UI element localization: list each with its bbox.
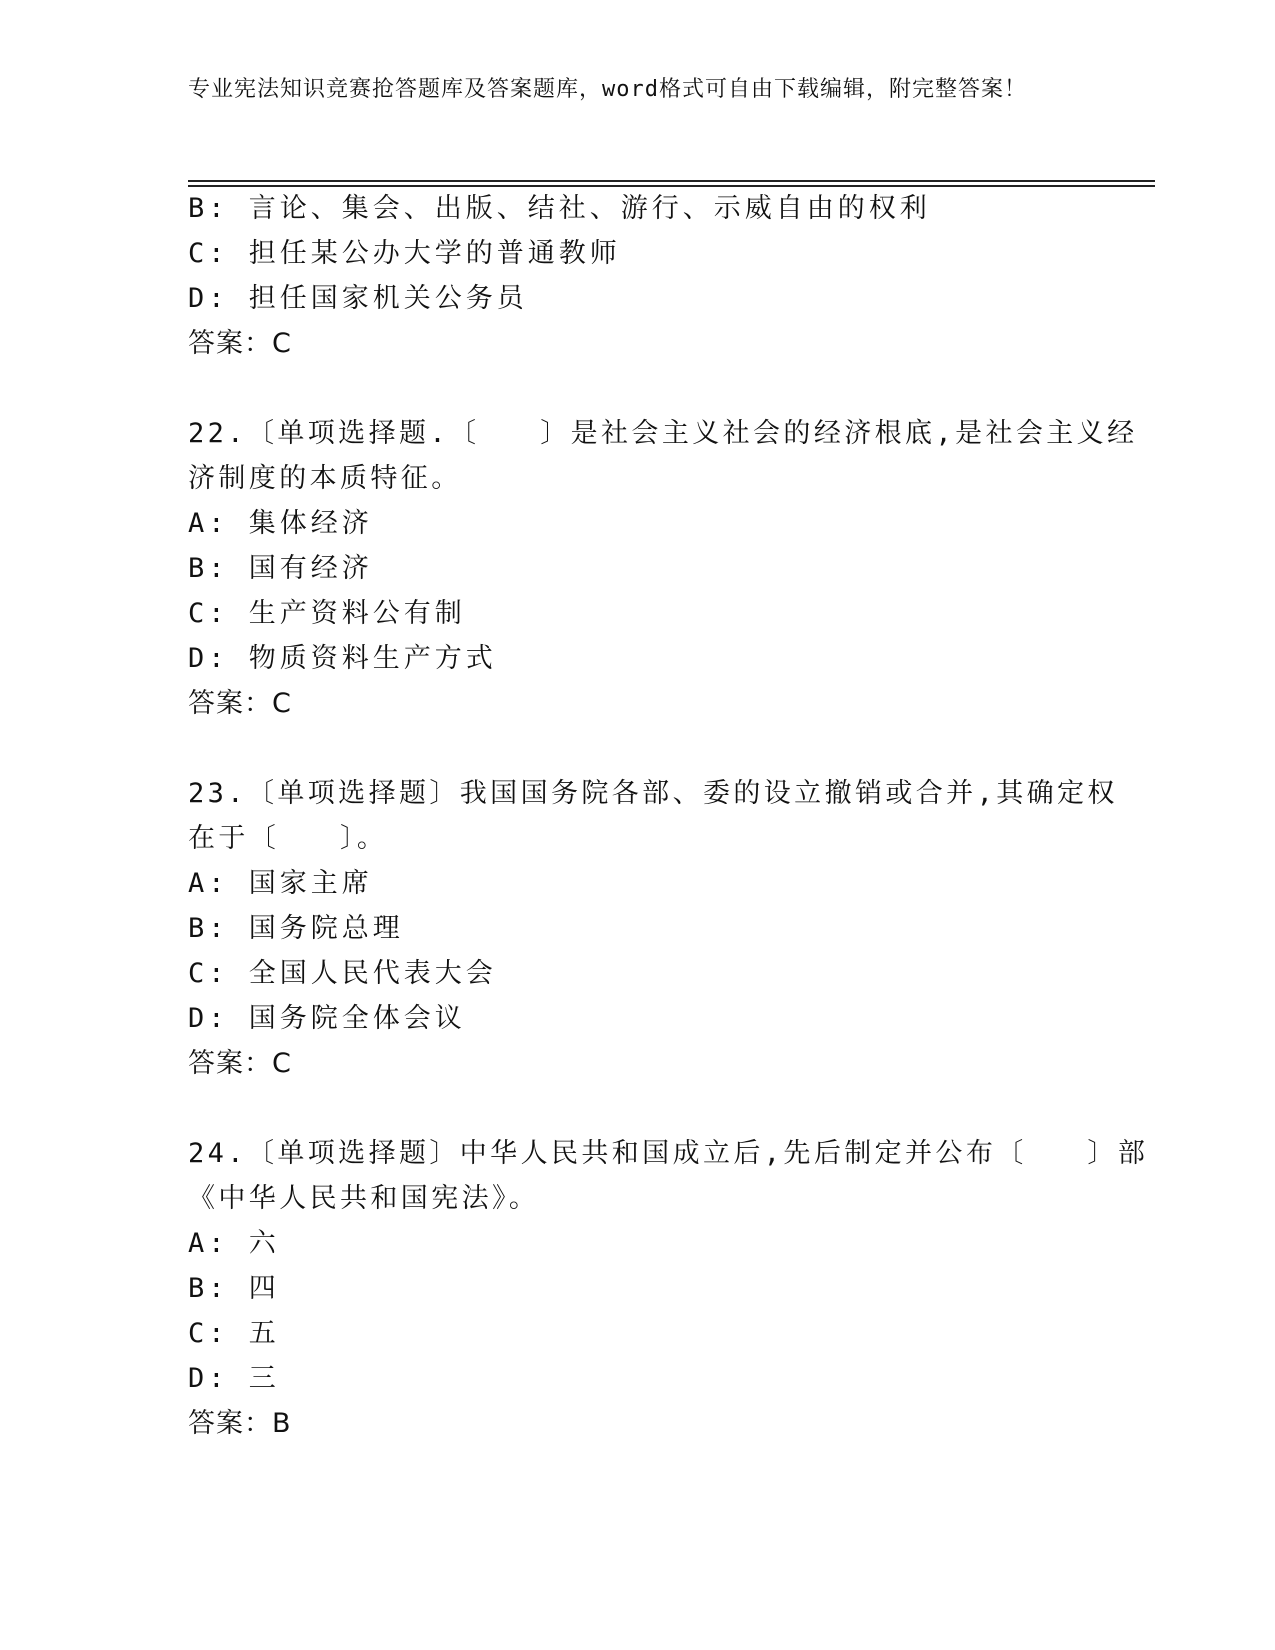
option-a: A: 六 bbox=[188, 1228, 280, 1259]
answer-line: 答案：C bbox=[188, 688, 292, 719]
header-divider-top bbox=[188, 180, 1155, 182]
question-stem-continued: 济制度的本质特征。 bbox=[188, 463, 462, 494]
answer-line: 答案：C bbox=[188, 328, 292, 359]
option-c: C: 担任某公办大学的普通教师 bbox=[188, 238, 621, 269]
option-b: B: 国有经济 bbox=[188, 553, 373, 584]
document-header: 专业宪法知识竞赛抢答题库及答案题库，word格式可自由下载编辑，附完整答案！ bbox=[188, 77, 1027, 102]
header-divider-bottom bbox=[188, 185, 1155, 187]
question-stem: 23.〔单项选择题〕我国国务院各部、委的设立撤销或合并,其确定权 bbox=[188, 778, 1118, 809]
option-d: D: 国务院全体会议 bbox=[188, 1003, 466, 1034]
question-stem: 22.〔单项选择题.〔 〕是社会主义社会的经济根底,是社会主义经 bbox=[188, 418, 1138, 449]
option-d: D: 物质资料生产方式 bbox=[188, 643, 497, 674]
option-d: D: 三 bbox=[188, 1363, 280, 1394]
option-b: B: 四 bbox=[188, 1273, 280, 1304]
answer-line: 答案：B bbox=[188, 1408, 292, 1439]
option-c: C: 全国人民代表大会 bbox=[188, 958, 497, 989]
option-a: A: 集体经济 bbox=[188, 508, 373, 539]
answer-line: 答案：C bbox=[188, 1048, 292, 1079]
option-b: B: 言论、集会、出版、结社、游行、示威自由的权利 bbox=[188, 193, 931, 224]
option-a: A: 国家主席 bbox=[188, 868, 373, 899]
question-stem-continued: 《中华人民共和国宪法》。 bbox=[188, 1183, 540, 1214]
option-c: C: 生产资料公有制 bbox=[188, 598, 466, 629]
option-b: B: 国务院总理 bbox=[188, 913, 404, 944]
question-stem: 24.〔单项选择题〕中华人民共和国成立后,先后制定并公布〔 〕部 bbox=[188, 1138, 1149, 1169]
option-d: D: 担任国家机关公务员 bbox=[188, 283, 528, 314]
question-stem-continued: 在于〔 〕。 bbox=[188, 823, 388, 854]
option-c: C: 五 bbox=[188, 1318, 280, 1349]
